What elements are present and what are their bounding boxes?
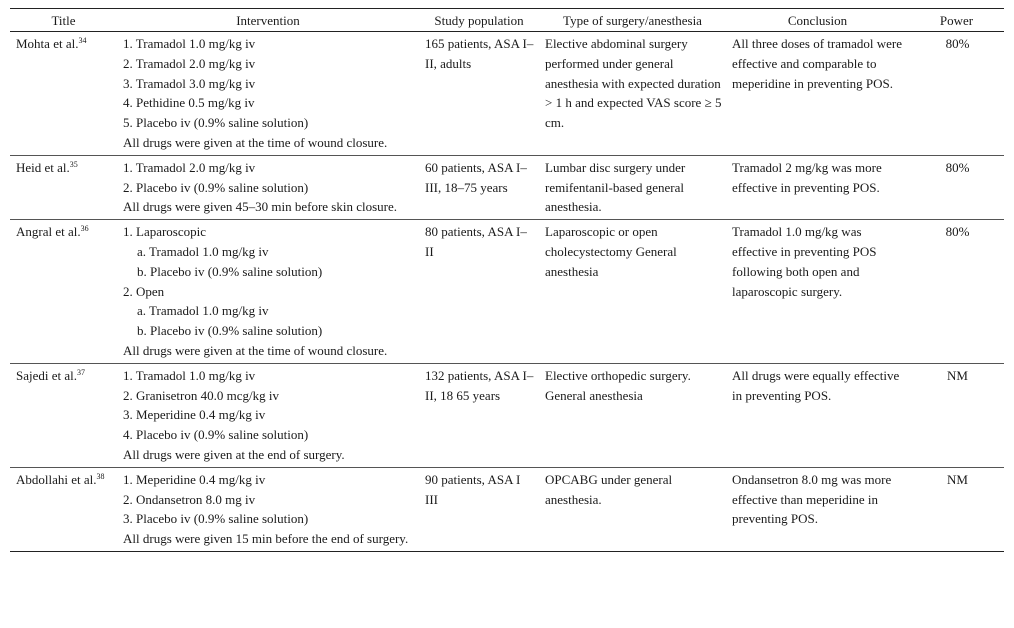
author-name: Mohta et al. [16,36,79,51]
studies-table [10,8,1004,552]
intervention-line: 1. Meperidine 0.4 mg/kg iv [123,471,266,487]
intervention-line: 4. Pethidine 0.5 mg/kg iv [123,95,255,111]
cell-population: 60 patients, ASA I–III, 18–75 years [419,155,539,219]
cell-population: 80 patients, ASA I–II [419,220,539,364]
intervention-line: 2. Open [123,283,165,299]
cell-title [10,155,117,219]
cell-intervention [117,467,419,551]
author-name: Angral et al. [16,224,81,240]
cell-surgery: OPCABG under general anesthesia. [539,467,726,551]
intervention-line: 3. Meperidine 0.4 mg/kg iv [123,407,266,423]
cell-intervention [117,220,419,364]
header-surgery: Type of surgery/anesthesia [539,9,726,32]
cell-intervention [117,363,419,467]
reference-number: 38 [96,471,105,481]
header-power: Power [909,9,1004,32]
table-row [10,467,1004,551]
table-row [10,363,1004,467]
author-name: Heid et al. [16,159,70,175]
intervention-line: 2. Ondansetron 8.0 mg iv [123,491,256,507]
header-title: Title [10,9,117,32]
intervention-subline: b. Placebo iv (0.9% saline solution) [137,263,323,279]
cell-power: NM [909,467,1004,551]
header-row [10,9,1004,32]
intervention-line: 2. Placebo iv (0.9% saline solution) [123,179,309,195]
intervention-line: 4. Placebo iv (0.9% saline solution) [123,427,309,443]
cell-power: 80% [909,220,1004,364]
cell-conclusion: Ondansetron 8.0 mg was more effective than meperidine in preventing POS. [726,467,909,551]
cell-title [10,467,117,551]
cell-power: 80% [909,32,1004,156]
cell-power: NM [909,363,1004,467]
intervention-line: All drugs were given 15 min before the end of surgery. [123,531,409,547]
cell-power: 80% [909,155,1004,219]
intervention-line: 1. Laparoscopic [123,224,207,240]
reference-number: 34 [78,36,87,45]
cell-surgery: Elective abdominal surgery performed under general anesthesia with expected duration > 1 h and expected VAS score ≥ 5 cm. [539,32,726,156]
cell-conclusion: All drugs were equally effective in preventing POS. [726,363,909,467]
intervention-line: 2. Granisetron 40.0 mcg/kg iv [123,387,279,403]
cell-population: 165 patients, ASA I–II, adults [419,32,539,156]
intervention-line: 1. Tramadol 1.0 mg/kg iv [123,367,256,383]
cell-population: 90 patients, ASA I III [419,467,539,551]
table-row [10,32,1004,156]
reference-number: 35 [69,159,78,169]
intervention-line: All drugs were given at the time of wound closure. [123,342,388,358]
cell-title [10,220,117,364]
intervention-line: 3. Tramadol 3.0 mg/kg iv [123,75,256,91]
cell-intervention [117,32,419,156]
cell-conclusion: All three doses of tramadol were effective and comparable to meperidine in preventing POS. [726,32,909,156]
intervention-line: 2. Tramadol 2.0 mg/kg iv [123,55,256,71]
cell-intervention [117,155,419,219]
header-intervention: Intervention [117,9,419,32]
intervention-subline: b. Placebo iv (0.9% saline solution) [137,323,323,339]
cell-title [10,32,117,156]
intervention-line: 3. Placebo iv (0.9% saline solution) [123,511,309,527]
intervention-line: All drugs were given at the end of surgery. [123,446,345,462]
intervention-subline: a. Tramadol 1.0 mg/kg iv [137,303,269,319]
table-row [10,155,1004,219]
cell-surgery: Elective orthopedic surgery. General anesthesia [539,363,726,467]
cell-surgery: Lumbar disc surgery under remifentanil-based general anesthesia. [539,155,726,219]
cell-title [10,363,117,467]
intervention-subline: a. Tramadol 1.0 mg/kg iv [137,243,269,259]
header-population: Study population [419,9,539,32]
reference-number: 37 [77,367,86,377]
author-name: Sajedi et al. [16,367,78,383]
cell-conclusion: Tramadol 2 mg/kg was more effective in preventing POS. [726,155,909,219]
cell-surgery: Laparoscopic or open cholecystectomy General anesthesia [539,220,726,364]
intervention-line: All drugs were given at the time of wound closure. [123,134,388,150]
author-name: Abdollahi et al. [16,471,97,487]
intervention-line: All drugs were given 45–30 min before skin closure. [123,199,398,215]
header-conclusion: Conclusion [726,9,909,32]
cell-conclusion: Tramadol 1.0 mg/kg was effective in preventing POS following both open and laparoscopic surgery. [726,220,909,364]
cell-population: 132 patients, ASA I–II, 18 65 years [419,363,539,467]
reference-number: 36 [80,224,89,234]
intervention-line: 1. Tramadol 2.0 mg/kg iv [123,159,256,175]
intervention-line: 1. Tramadol 1.0 mg/kg iv [123,36,256,51]
intervention-line: 5. Placebo iv (0.9% saline solution) [123,115,309,131]
table-row [10,220,1004,364]
